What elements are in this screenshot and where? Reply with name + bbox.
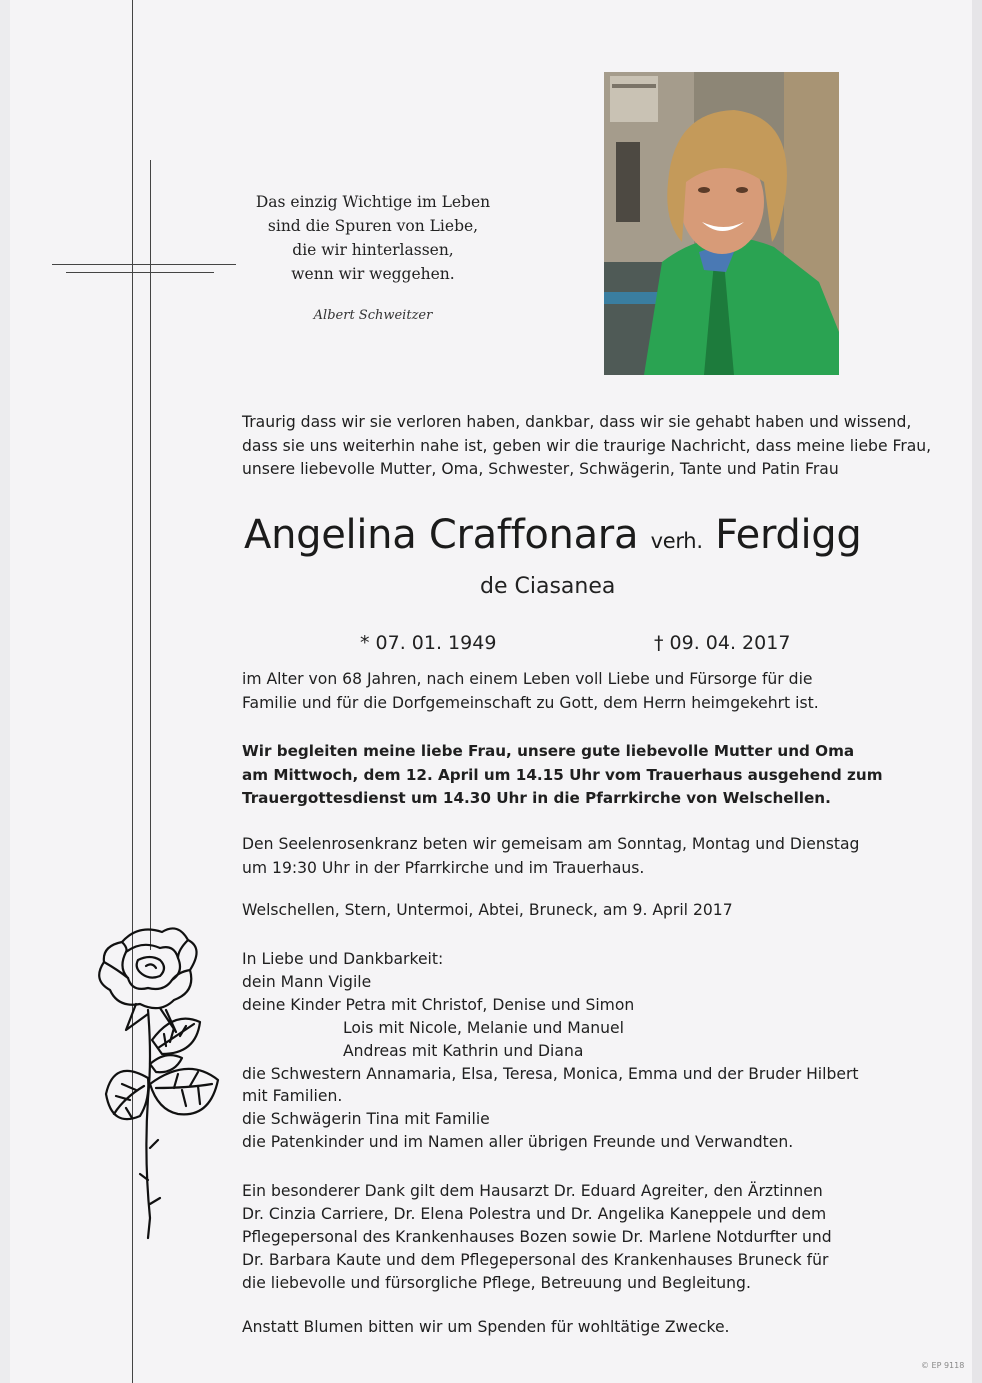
burial-line: am Mittwoch, dem 12. April um 14.15 Uhr vom Trauerhaus ausgehend zum [242,765,883,784]
deceased-name [244,512,861,558]
burial-line: Wir begleiten meine liebe Frau, unsere gute liebevolle Mutter und Oma [242,742,855,760]
thanks-text [242,1180,832,1295]
age-line: Familie und für die Dorfgemeinschaft zu Gott, dem Herrn heimgekehrt ist. [242,693,819,712]
quote-line: wenn wir weggehen. [291,265,455,283]
death-date: † 09. 04. 2017 [654,632,791,654]
quote-author: Albert Schweitzer [313,308,433,323]
family-line: die Patenkinder und im Namen aller übrigen Freunde und Verwandten. [242,1133,794,1152]
print-code: © EP 9118 [921,1361,965,1370]
rosary-notice [242,833,859,880]
right-page-edge [972,0,982,1383]
rose-icon [78,918,238,1248]
place-date: Welschellen, Stern, Untermoi, Abtei, Bruneck, am 9. April 2017 [242,901,733,919]
full-name: Angelina Craffonara [244,512,639,558]
thanks-line: Pflegepersonal des Krankenhauses Bozen sowie Dr. Marlene Notdurfter und [242,1227,832,1246]
intro-line: Traurig dass wir sie verloren haben, dankbar, dass wir sie gehabt haben und wissend, [242,413,912,431]
family-line: Andreas mit Kathrin und Diana [343,1041,584,1060]
name-origin: de Ciasanea [480,574,616,599]
left-page-edge [0,0,10,1383]
family-line: dein Mann Vigile [242,972,372,991]
family-line: Lois mit Nicole, Melanie und Manuel [343,1018,624,1037]
age-text [242,668,819,715]
portrait-photo [604,72,839,375]
quote-line: Das einzig Wichtige im Leben [255,193,491,211]
family-line: In Liebe und Dankbarkeit: [242,950,444,968]
married-name: Ferdigg [715,512,862,558]
quote-line: die wir hinterlassen, [292,241,454,259]
quote-line: sind die Spuren von Liebe, [267,217,479,235]
rosary-line: Den Seelenrosenkranz beten wir gemeisam am Sonntag, Montag und Dienstag [242,835,860,853]
family-line: mit Familien. [242,1087,343,1106]
intro-line: unsere liebevolle Mutter, Oma, Schwester, Schwägerin, Tante und Patin Frau [242,460,839,478]
age-line: im Alter von 68 Jahren, nach einem Leben voll Liebe und Fürsorge für die [242,670,813,688]
thanks-line: die liebevolle und fürsorgliche Pflege, Betreuung und Begleitung. [242,1273,751,1292]
family-line: die Schwestern Annamaria, Elsa, Teresa, Monica, Emma und der Bruder Hilbert [242,1064,859,1083]
thanks-line: Ein besonderer Dank gilt dem Hausarzt Dr. Eduard Agreiter, den Ärztinnen [242,1182,823,1200]
intro-text [242,411,931,482]
thanks-line: Dr. Barbara Kaute und dem Pflegepersonal des Krankenhauses Bruneck für [242,1250,829,1269]
married-prefix: verh. [650,529,703,553]
rosary-line: um 19:30 Uhr in der Pfarrkirche und im Trauerhaus. [242,858,645,877]
quote [228,190,518,286]
closing-text: Anstatt Blumen bitten wir um Spenden für wohltätige Zwecke. [242,1318,730,1336]
thanks-line: Dr. Cinzia Carriere, Dr. Elena Polestra und Dr. Angelika Kaneppele und dem [242,1204,827,1223]
intro-line: dass sie uns weiterhin nahe ist, geben wir die traurige Nachricht, dass meine liebe Frau, [242,436,932,455]
burial-line: Trauergottesdienst um 14.30 Uhr in die Pfarrkirche von Welschellen. [242,789,831,807]
family-list [242,948,859,1154]
family-line: deine Kinder Petra mit Christof, Denise und Simon [242,995,635,1014]
birth-date: * 07. 01. 1949 [360,632,497,654]
burial-notice [242,740,883,811]
family-line: die Schwägerin Tina mit Familie [242,1110,490,1129]
